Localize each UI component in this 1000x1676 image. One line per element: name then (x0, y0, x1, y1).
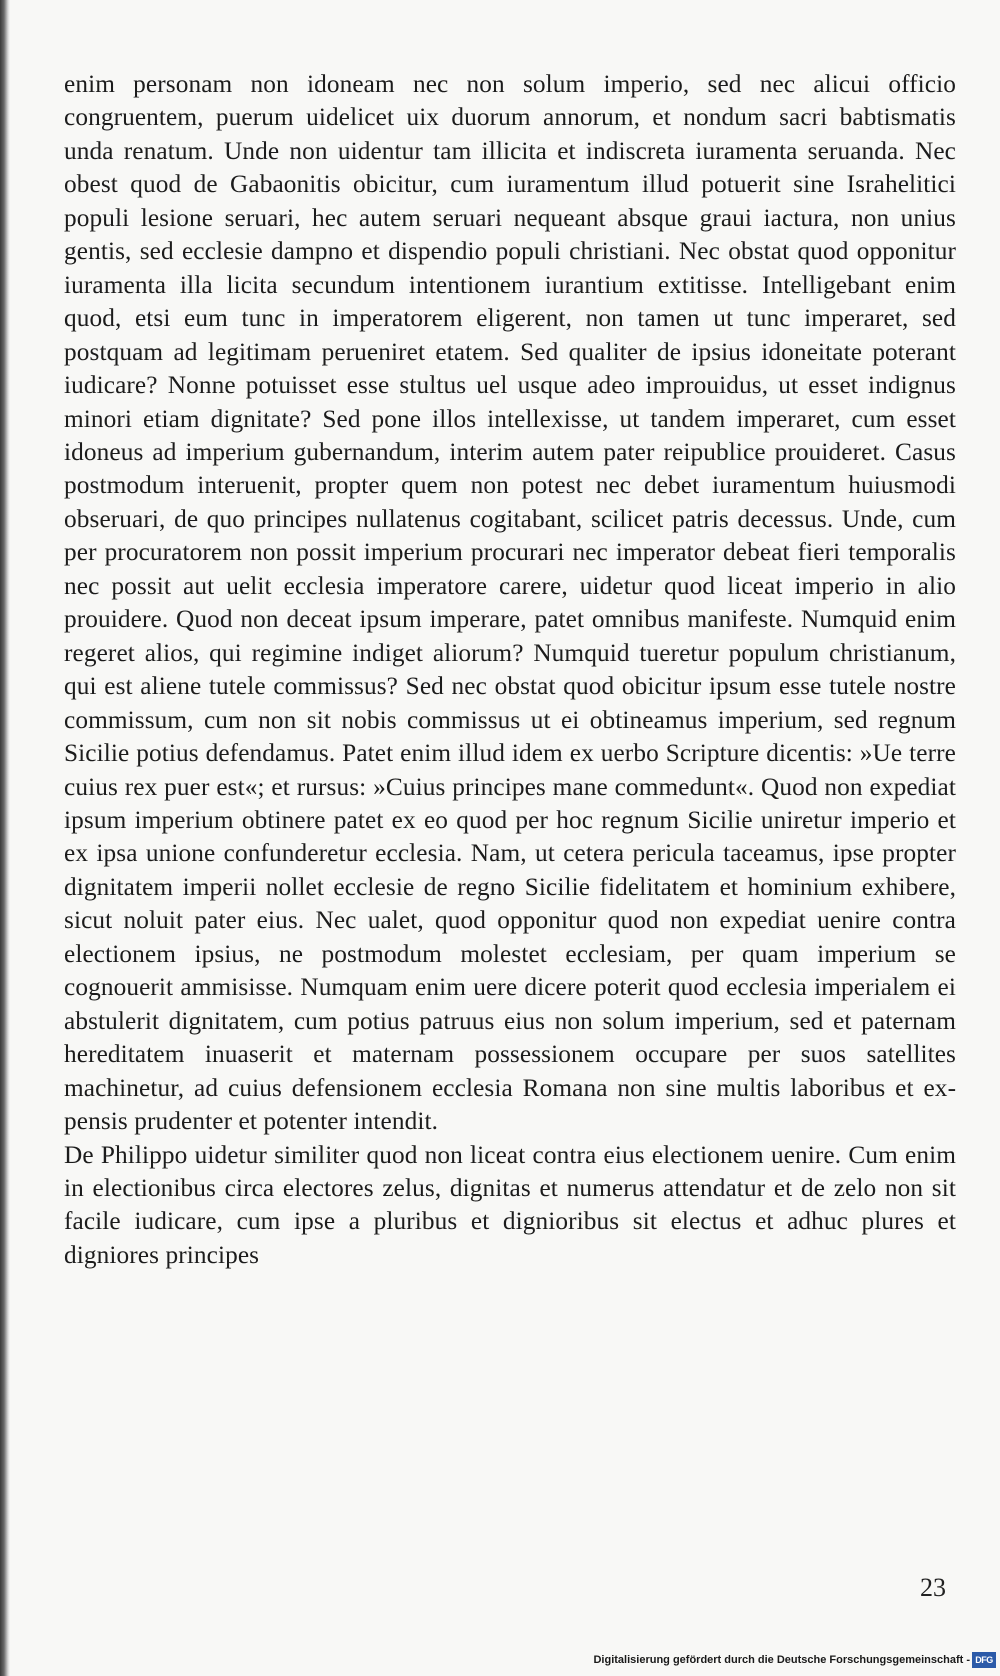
paragraph-1: enim personam non idoneam nec non solum imperio, sed nec alicui officio congruentem, puerum uidelicet uix duorum annorum, et nondum sacri babtismatis unda renatum. Unde non uidentur tam illicita et indiscreta iuramenta seruanda. Nec obest quod de Gabaonitis obicitur, cum iuramentum illud potuerit sine Israhelitici populi lesione seruari, hec autem seruari nequeant absque graui iactura, non unius gentis, sed ecclesie dampno et dispendio populi christiani. Nec obstat quod opponitur iuramenta illa licita secundum intentionem iurantium extitisse. Intelligebant enim quod, etsi eum tunc in imperatorem eligerent, non tamen ut tunc imperaret, sed postquam ad legitimam perueniret etatem. Sed qualiter de ipsius idoneitate poterant iudicare? Nonne potuisset esse stultus uel usque adeo improuidus, ut esset indignus minori etiam dignitate? Sed pone illos intellexisse, ut tandem imperaret, cum esset idoneus ad imperium gubernandum, interim autem pater reipublice prouideret. Casus postmodum interuenit, propter quem non potest nec debet iuramentum huiusmodi obseruari, de quo principes nullatenus cogitabant, scilicet patris decessus. Unde, cum per procuratorem non possit imperium procurari nec imperator debeat fieri temporalis nec possit aut uelit ecclesia imperatore carere, uidetur quod liceat imperio in alio prouidere. Quod non deceat ipsum imperare, patet omnibus manifeste. Numquid enim regeret alios, qui regimine indiget aliorum? Numquid tueretur populum christianum, qui est aliene tutele commissus? Sed nec obstat quod obicitur ipsum esse tutele nostre commissum, cum non sit nobis commissus ut ei obtineamus imperium, sed regnum Sicilie potius defendamus. Patet enim illud idem ex uerbo Scripture dicentis: »Ue terre cuius rex puer est«; et rursus: »Cuius principes mane commedunt«. Quod non expediat ipsum imperium obtinere patet ex eo quod per hoc regnum Sicilie uniretur imperio et ex ipsa unione confunderetur ecclesia. Nam, ut cetera pericula taceamus, ipse propter dignitatem imperii nollet ecclesie de regno Sicilie fidelitatem et hominium exhibere, sicut noluit pater eius. Nec ualet, quod opponitur quod non expediat uenire contra electionem ipsius, ne postmodum molestet ecclesiam, per quam imperium se cognouerit ammisisse. Numquam enim uere dicere poterit quod ecclesia imperialem ei abstulerit dignitatem, cum potius patruus eius non solum imperium, sed et paternam hereditatem inuaserit et maternam possessionem occupare per suos satellites machinetur, ad cuius defensionem ecclesia Romana non sine multis laboribus et expensis prudenter et potenter intendit. (64, 70, 956, 1136)
book-gutter-shadow (0, 0, 10, 1676)
digitization-credit: Digitalisierung gefördert durch die Deutsche Forschungsgemeinschaft - (593, 1654, 970, 1666)
paragraph-2: De Philippo uidetur similiter quod non liceat contra eius electionem uenire. Cum enim in electionibus circa electores zelus, dignitas et numerus attendatur et de zelo non sit facile iudicare, cum ipse a pluribus et dignioribus sit electus et adhuc plures et digniores principes (64, 1140, 956, 1269)
dfg-logo-icon: DFG (972, 1652, 996, 1668)
page-number: 23 (920, 1573, 946, 1602)
body-text (64, 68, 956, 1272)
